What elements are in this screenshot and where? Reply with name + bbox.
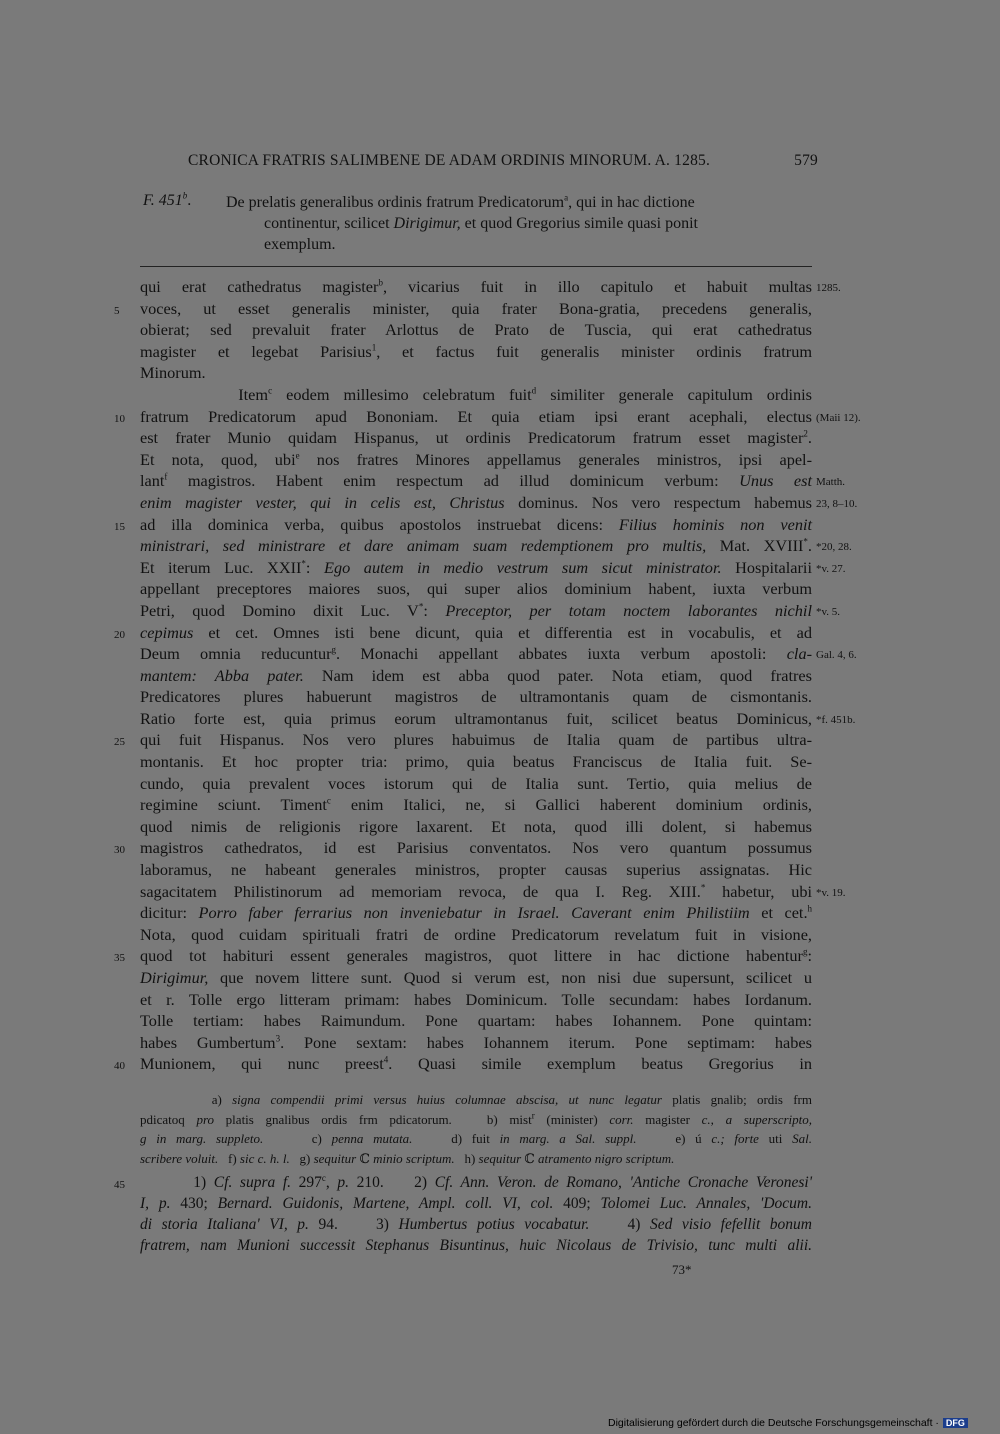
text-line-text: cepimus et cet. Omnes isti bene dicunt, quia et differentia est in vocabulis, et ad bbox=[140, 622, 812, 642]
text-line bbox=[140, 1010, 812, 1032]
text-line-text: mantem: Abba pater. Nam idem est abba quod pater. Nota etiam, quod fratres bbox=[140, 665, 812, 685]
line-number: 25 bbox=[114, 736, 125, 749]
text-line bbox=[114, 622, 812, 644]
text-line bbox=[114, 729, 812, 751]
text-line-text: regimine sciunt. Timent$^c$ enim Italici, ne, si Gallici haberent dominium ordinis, bbox=[140, 795, 812, 815]
signature-mark: 73* bbox=[672, 1262, 692, 1277]
text-line-text: Munionem, qui nunc preest$^4$. Quasi simile exemplum beatus Gregorius in bbox=[140, 1054, 812, 1074]
text-line-text: fratrum Predicatorum apud Bononiam. Et quia etiam ipsi erant acephali, electus bbox=[140, 406, 812, 426]
text-line bbox=[140, 816, 812, 838]
text-line-text: montanis. Et hoc propter tria: primo, quia beatus Franciscus de Italia fuit. Se- bbox=[140, 752, 812, 772]
footnote-line bbox=[114, 1172, 813, 1193]
line-number: 45 bbox=[114, 1179, 125, 1191]
folio-label: F. 451 bbox=[143, 192, 183, 209]
folio-sup: b bbox=[182, 190, 188, 201]
text-line-text: Minorum. bbox=[140, 363, 206, 383]
text-line bbox=[140, 989, 812, 1011]
line-number: 20 bbox=[114, 628, 125, 641]
text-line bbox=[140, 773, 812, 795]
text-line bbox=[140, 449, 812, 471]
text-line-text: Et iterum Luc. XXII*: Ego autem in medio vestrum sum sicut ministrator. Hospitalarii bbox=[140, 557, 812, 577]
text-line bbox=[140, 319, 812, 341]
line-number: 35 bbox=[114, 952, 125, 965]
line-number: 15 bbox=[114, 520, 125, 533]
margin-note: *20, 28. bbox=[816, 541, 852, 554]
apparatus-line-text: scribere voluit. f) sic c. h. l. g) sequitur ℂ minio scriptum. h) sequitur ℂ atramento nigro scriptum. bbox=[140, 1150, 675, 1166]
text-line bbox=[114, 406, 861, 428]
apparatus-line bbox=[140, 1149, 812, 1169]
text-line-text: Deum omnia reducuntur$^g$. Monachi appellant abbates iuxta verbum apostoli: cla- bbox=[140, 644, 813, 664]
text-line bbox=[140, 881, 846, 903]
text-line-text: qui fuit Hispanus. Nos vero plures habuimus de Italia quam de partibus ultra- bbox=[140, 730, 812, 750]
text-line-text: voces, ut esset generalis minister, quia frater Bona-gratia, precedens generalis, bbox=[140, 298, 812, 318]
text-line-text: Predicatores plures habuerunt magistros de ultramontanis quam de cismontanis. bbox=[140, 687, 812, 707]
dfg-logo: DFG bbox=[943, 1418, 968, 1428]
text-line-text: Et nota, quod, ubi$^e$ nos fratres Minores appellamus generales ministros, ipsi apel- bbox=[140, 449, 813, 469]
line-number: 10 bbox=[114, 412, 125, 425]
text-line-text: Petri, quod Domino dixit Luc. V*: Preceptor, per totam noctem laborantes nichil bbox=[140, 600, 812, 620]
text-line bbox=[140, 341, 812, 363]
title-line-1: De prelatis generalibus ordinis fratrum Predicatorum bbox=[226, 194, 565, 211]
footnotes bbox=[114, 1172, 813, 1256]
text-line-text: lant$^f$ magistros. Habent enim respectum ad illud dominicum verbum: Unus est bbox=[140, 471, 812, 491]
text-line bbox=[114, 298, 812, 320]
text-line bbox=[114, 514, 813, 536]
text-line bbox=[140, 967, 812, 989]
footnote-line bbox=[140, 1193, 812, 1214]
divider-rule bbox=[140, 266, 812, 267]
text-line-text: laboramus, ne habeant generales ministros, propter causas superius assignatas. Hic bbox=[140, 860, 812, 880]
text-line-text: dicitur: Porro faber ferrarius non inveniebatur in Israel. Caverant enim Philistiim et cet.$^h$ bbox=[140, 903, 813, 923]
apparatus-line-text: a) signa compendii primi versus huius columnae abscisa, ut nunc legatur platis gnalib; ordis frm bbox=[140, 1092, 812, 1107]
footnote-line-text: fratrem, nam Munioni successit Stephanus Bisuntinus, huic Nicolaus de Trivisio, tunc multi alii. bbox=[140, 1237, 812, 1254]
apparatus-line bbox=[140, 1110, 812, 1130]
text-line bbox=[140, 751, 812, 773]
text-line bbox=[140, 686, 812, 708]
apparatus-line-text: pdicatoq pro platis gnalibus ordis frm pdicatorum. b) mist$^r$ (minister) corr. magister c., a superscripto, bbox=[140, 1110, 813, 1127]
text-line bbox=[140, 1032, 812, 1054]
footnote-line-text: di storia Italiana' VI, p. 94. 3) Humbertus potius vocabatur. 4) Sed visio fefellit bonum bbox=[140, 1216, 812, 1233]
text-line-text: ad illa dominica verba, quibus apostolos instruebat dicens: Filius hominis non venit bbox=[140, 514, 813, 534]
text-line-text: habes Gumbertum$^3$. Pone sextam: habes Iohannem iterum. Pone septimam: habes bbox=[140, 1032, 812, 1052]
line-number: 40 bbox=[114, 1060, 125, 1073]
text-line-text: obierat; sed prevaluit frater Arlottus de Prato de Tuscia, qui erat cathedratus bbox=[140, 320, 812, 340]
title-line-1-rest: , qui in hac dictione bbox=[568, 194, 695, 211]
text-line bbox=[140, 384, 812, 406]
text-line-text: Item$^c$ eodem millesimo celebratum fuit$^d$ similiter generale capitulum ordinis bbox=[140, 384, 813, 404]
section-title bbox=[226, 192, 812, 255]
header-title: CRONICA FRATRIS SALIMBENE DE ADAM ORDINIS MINORUM. A. 1285. bbox=[188, 152, 711, 169]
text-line bbox=[140, 600, 841, 622]
text-line-text: est frater Munio quidam Hispanus, ut ordinis Predicatorum fratrum esset magister$^2$. bbox=[140, 428, 812, 448]
text-line-text: Tolle tertiam: habes Raimundum. Pone quartam: habes Iohannem. Pone quintam: bbox=[140, 1011, 812, 1031]
text-line bbox=[140, 643, 857, 665]
footer-text: Digitalisierung gefördert durch die Deutsche Forschungsgemeinschaft · bbox=[608, 1417, 939, 1429]
text-line-text: Dirigimur, que novem littere sunt. Quod si verum est, non nisi due supersunt, scilicet u bbox=[140, 968, 812, 987]
margin-note: *v. 19. bbox=[816, 886, 846, 899]
dfg-footer bbox=[608, 1417, 968, 1429]
text-line-text: sagacitatem Philistinorum ad memoriam revoca, de qua I. Reg. XIII.* habetur, ubi bbox=[140, 881, 812, 901]
apparatus-line bbox=[140, 1090, 812, 1110]
title-line-2-rest: et quod Gregorius simile quasi ponit bbox=[460, 215, 698, 232]
text-line-text: Nota, quod cuidam spirituali fratri de ordine Predicatorum revelatum fuit in visione, bbox=[140, 924, 812, 944]
text-line-text: quod nimis de religionis rigore laxarent. Et nota, quod illi dolent, si habemus bbox=[140, 816, 812, 836]
title-line-2-italic: Dirigimur, bbox=[393, 215, 461, 232]
text-line bbox=[140, 902, 812, 924]
text-line-text: ministrari, sed ministrare et dare animam suam redemptionem pro multis, Mat. XVIII*. bbox=[140, 536, 812, 556]
text-line-text: quod tot habituri essent generales magistros, quot littere in hac dictione habentur$^g$: bbox=[140, 946, 812, 966]
apparatus-line-text: g in marg. suppleto. c) penna mutata. d) fuit in marg. a Sal. suppl. e) ú c.; forte uti Sal. bbox=[140, 1131, 812, 1146]
text-line bbox=[140, 794, 812, 816]
margin-note: *v. 27. bbox=[816, 562, 846, 575]
title-line-2: continentur, scilicet bbox=[264, 215, 394, 232]
text-line bbox=[140, 276, 841, 298]
text-line bbox=[140, 924, 812, 946]
text-line-text: qui erat cathedratus magister$^b$, vicarius fuit in illo capitulo et habuit multas bbox=[140, 277, 812, 296]
main-text bbox=[114, 276, 861, 1075]
folio-reference: F. 451$^b$. bbox=[143, 190, 192, 209]
text-line bbox=[140, 578, 812, 600]
text-line-text: Ratio forte est, quia primus eorum ultramontanus fuit, scilicet beatus Dominicus, bbox=[140, 708, 812, 728]
title-sup: a bbox=[564, 192, 569, 203]
text-line bbox=[140, 427, 812, 449]
text-line-text: appellant preceptores maiores suos, qui super alios dominium habent, iuxta verbum bbox=[140, 579, 812, 599]
text-line bbox=[114, 1053, 812, 1075]
margin-note: Matth. 23, 8–10. bbox=[816, 476, 858, 510]
page-number: 579 bbox=[794, 152, 818, 169]
margin-note: 1285. bbox=[816, 282, 841, 294]
text-line bbox=[140, 708, 856, 730]
footnote-line-text: 1) Cf. supra f. 297$^c$, p. 210. 2) Cf. Ann. Veron. de Romano, 'Antiche Cronache Veronesi' bbox=[140, 1172, 813, 1191]
text-line bbox=[140, 557, 846, 579]
text-line-text: enim magister vester, qui in celis est, Christus dominus. Nos vero respectum habemus bbox=[140, 492, 813, 512]
line-number: 5 bbox=[114, 304, 120, 317]
margin-note: *f. 451b. bbox=[816, 713, 856, 726]
footnote-line bbox=[140, 1235, 812, 1256]
title-line-3: exemplum. bbox=[264, 236, 336, 253]
margin-note: Gal. 4, 6. bbox=[816, 649, 857, 662]
text-line bbox=[140, 492, 812, 514]
margin-note: *v. 5. bbox=[816, 605, 841, 618]
text-line bbox=[140, 665, 812, 687]
text-line bbox=[140, 859, 812, 881]
text-line bbox=[140, 535, 852, 557]
text-line-text: cundo, quia prevalent voces istorum qui de Italia sunt. Tertio, quia melius de bbox=[140, 773, 812, 793]
text-line bbox=[114, 837, 812, 859]
text-line-text: magistros cathedratos, id est Parisius conventatos. Nos vero quantum possumus bbox=[140, 838, 812, 858]
text-line-text: magister et legebat Parisius$^1$, et factus fuit generalis minister ordinis fratrum bbox=[140, 341, 813, 361]
apparatus-line bbox=[140, 1129, 812, 1149]
footnote-line-text: I, p. 430; Bernard. Guidonis, Martene, Ampl. coll. VI, col. 409; Tolomei Luc. Annales, 'Docum. bbox=[140, 1195, 812, 1212]
critical-apparatus bbox=[140, 1090, 812, 1168]
footnote-line bbox=[140, 1214, 812, 1235]
text-line bbox=[140, 362, 812, 384]
text-line bbox=[114, 945, 812, 967]
margin-note: (Maii 12). bbox=[816, 411, 861, 424]
line-number: 30 bbox=[114, 844, 125, 857]
text-line-text: et r. Tolle ergo litteram primam: habes Dominicum. Tolle secundam: habes Iordanum. bbox=[140, 989, 812, 1009]
